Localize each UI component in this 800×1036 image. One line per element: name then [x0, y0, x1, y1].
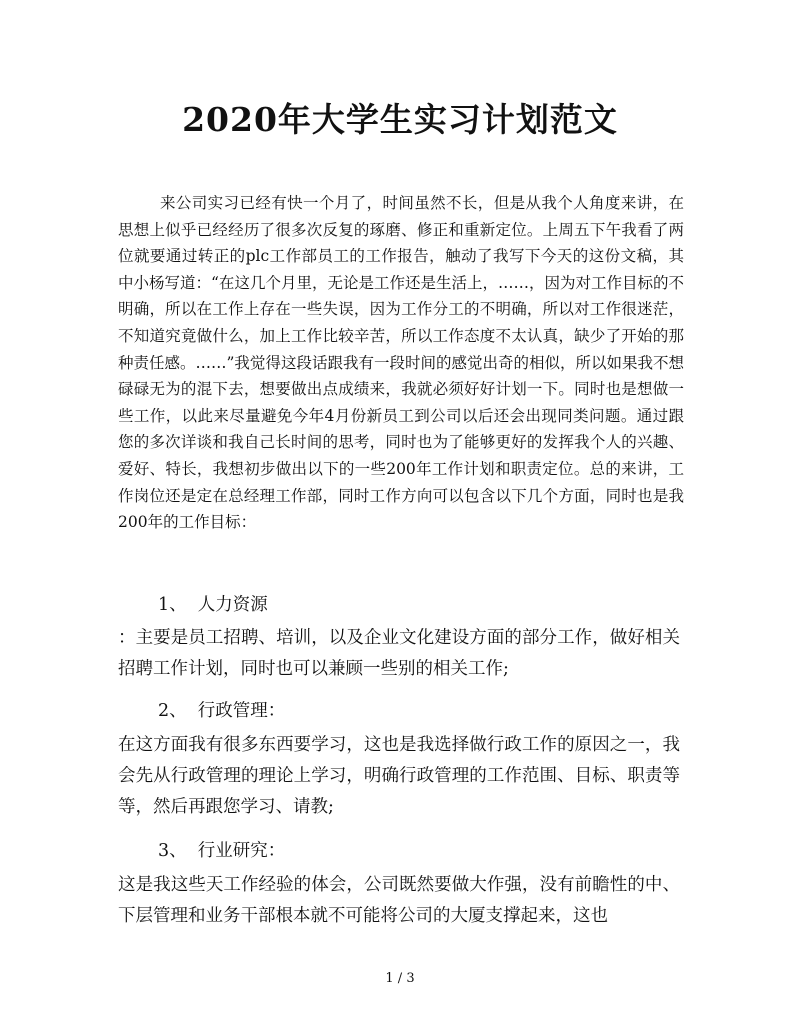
section-heading-admin: 2、 行政管理：: [158, 701, 286, 721]
section-body-industry: 这是我这些天工作经验的体会，公司既然要做大作强，没有前瞻性的中、下层管理和业务干部根本就不可能将公司的大厦支撑起来，这也: [118, 875, 680, 926]
section-body-admin: 在这方面我有很多东西要学习，这也是我选择做行政工作的原因之一，我会先从行政管理的理论上学习，明确行政管理的工作范围、目标、职责等等，然后再跟您学习、请教;: [118, 735, 680, 817]
section-heading-hr: 1、 人力资源: [158, 595, 268, 615]
page-indicator: 1 / 3: [385, 971, 415, 986]
intro-paragraph: 来公司实习已经有快一个月了，时间虽然不长，但是从我个人角度来讲，在思想上似乎已经经历了很多次反复的琢磨、修正和重新定位。上周五下午我看了两位就要通过转正的plc工作部员工的工作报告，触动了我写下今天的这份文稿，其中小杨写道：“在这几个月里，无论是工作还是生活上，……，因为对工作目标的不明确，所以在工作上存在一些失误，因为工作分工的不明确，所以对工作很迷茫，不知道究竟做什么，加上工作比较辛苦，所以工作态度不太认真，缺少了开始的那种责任感。……”我觉得这段话跟我有一段时间的感觉出奇的相似，所以如果我不想碌碌无为的混下去，想要做出点成绩来，我就必须好好计划一下。同时也是想做一些工作，以此来尽量避免今年4月份新员工到公司以后还会出现同类问题。通过跟您的多次详谈和我自己长时间的思考，同时也为了能够更好的发挥我个人的兴趣、爱好、特长，我想初步做出以下的一些200年工作计划和职责定位。总的来讲，工作岗位还是定在总经理工作部，同时工作方向可以包含以下几个方面，同时也是我200年的工作目标：: [118, 194, 684, 532]
page-title: 2020年大学生实习计划范文: [182, 100, 618, 139]
section-body-hr: ：主要是员工招聘、培训，以及企业文化建设方面的部分工作，做好相关招聘工作计划，同时也可以兼顾一些别的相关工作;: [118, 628, 680, 679]
section-heading-industry: 3、 行业研究：: [158, 841, 286, 861]
